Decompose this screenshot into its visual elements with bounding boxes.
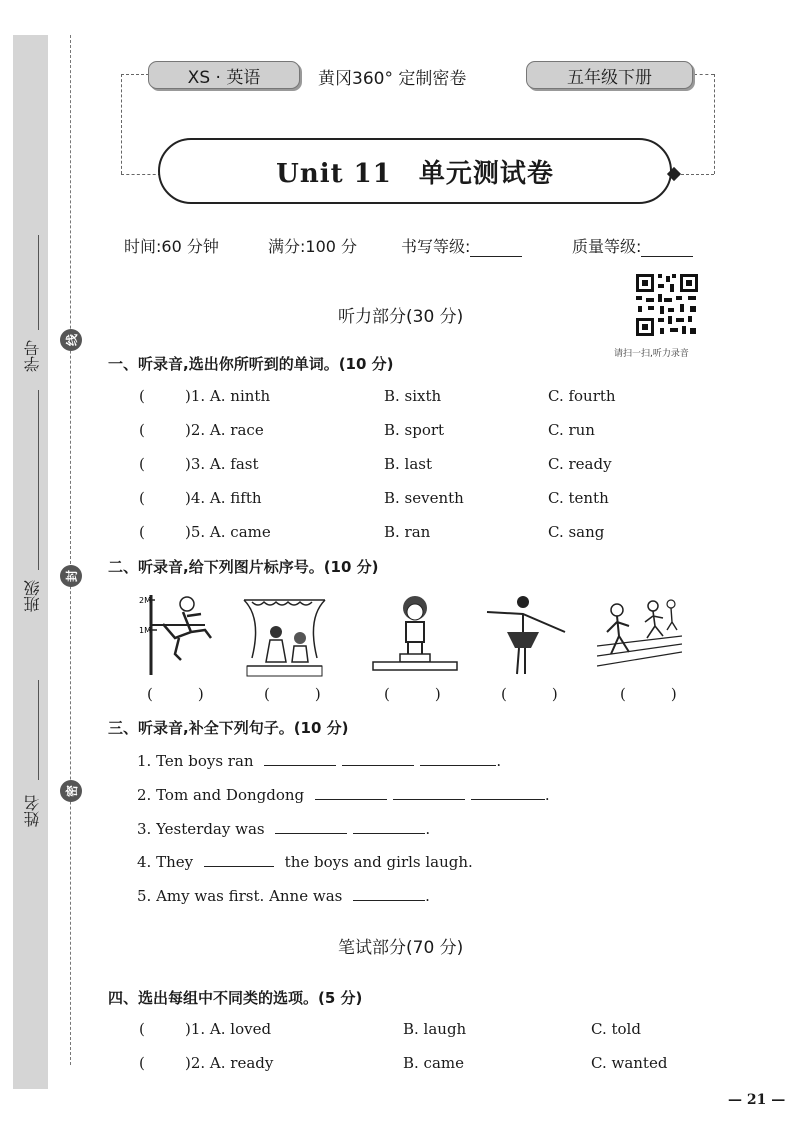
header-dash-right — [694, 74, 714, 75]
option-b: B. last — [384, 455, 433, 473]
header-dash-left — [121, 74, 149, 75]
option-a: )1. A. ninth — [185, 387, 271, 405]
answer-blank[interactable] — [204, 852, 274, 867]
writing-grade-label: 书写等级: — [401, 237, 471, 256]
part1-title: 一、听录音,选出你所听到的单词。(10 分) — [108, 355, 394, 373]
fill-sentence-2 — [137, 785, 550, 804]
sentence-text: 2. Tom and Dongdong — [137, 786, 305, 804]
sentence-text: 1. Ten boys ran — [137, 752, 254, 770]
fill-sentence-4 — [137, 852, 473, 871]
fill-sentence-5 — [137, 886, 430, 905]
seal-line: 线 — [60, 329, 82, 351]
header-dash-right-b — [676, 174, 714, 175]
sentence-text: 3. Yesterday was — [137, 820, 265, 838]
option-a: )4. A. fifth — [185, 489, 262, 507]
answer-blank[interactable] — [275, 819, 347, 834]
full-score-info: 满分:100 分 — [268, 237, 358, 256]
option-b: B. sport — [384, 421, 445, 439]
ballet-dancer-picture — [485, 592, 575, 677]
student-number-blank — [38, 235, 39, 330]
answer-blank[interactable] — [471, 785, 545, 800]
cut-line — [70, 35, 71, 1065]
stage-show-picture — [242, 598, 327, 678]
class-blank — [38, 500, 39, 570]
answer-blank[interactable] — [342, 751, 414, 766]
answer-blank[interactable] — [353, 819, 425, 834]
answer-blank[interactable] — [420, 751, 496, 766]
sentence-text: 4. They — [137, 853, 194, 871]
sentence-end: . — [496, 752, 502, 770]
option-c: C. tenth — [548, 489, 609, 507]
picture-answer-1[interactable]: ( ) — [147, 685, 204, 703]
quality-grade — [572, 234, 693, 257]
option-b: B. ran — [384, 523, 431, 541]
binding-margin — [13, 35, 48, 1089]
answer-blank[interactable] — [353, 886, 425, 901]
picture-answer-5[interactable]: ( ) — [620, 685, 677, 703]
option-b: B. came — [403, 1054, 465, 1072]
seal-seal: 封 — [60, 565, 82, 587]
quality-grade-label: 质量等级: — [572, 237, 642, 256]
option-a: )3. A. fast — [185, 455, 259, 473]
blank-line — [38, 680, 39, 780]
option-c: C. fourth — [548, 387, 616, 405]
writing-grade-blank — [470, 238, 522, 257]
option-c: C. sang — [548, 523, 605, 541]
option-b: B. sixth — [384, 387, 442, 405]
picture-answer-3[interactable]: ( ) — [384, 685, 441, 703]
podium-winner-picture — [370, 592, 460, 672]
writing-grade — [401, 234, 522, 257]
series-title: 黄冈360° 定制密卷 — [318, 69, 467, 89]
time-info: 时间:60 分钟 — [124, 237, 219, 256]
part4-title: 四、选出每组中不同类的选项。(5 分) — [108, 989, 363, 1007]
student-number-label: 学号 — [23, 340, 42, 372]
sentence-text: 5. Amy was first. Anne was — [137, 887, 343, 905]
option-a: )2. A. race — [185, 421, 264, 439]
option-c: C. told — [591, 1020, 641, 1038]
running-race-picture — [597, 596, 682, 671]
option-a: )5. A. came — [185, 523, 271, 541]
bar-label-1m: 1M — [139, 626, 151, 635]
answer-blank[interactable] — [264, 751, 336, 766]
seal-secret: 密 — [60, 780, 82, 802]
sentence-end: . — [425, 820, 431, 838]
class-label: 班级 — [23, 580, 42, 612]
bar-label-2m: 2M — [139, 596, 151, 605]
sentence-text-after: the boys and girls laugh. — [284, 853, 473, 871]
sentence-end: . — [425, 887, 430, 905]
part3-title: 三、听录音,补全下列句子。(10 分) — [108, 719, 349, 737]
title-banner — [158, 138, 672, 204]
option-a: )2. A. ready — [185, 1054, 274, 1072]
picture-answer-4[interactable]: ( ) — [501, 685, 558, 703]
page-number: — 21 — — [728, 1092, 786, 1108]
header-dash-right-v — [714, 74, 715, 174]
name-label: 姓名 — [23, 795, 42, 827]
sentence-end: . — [544, 786, 550, 804]
quality-grade-blank — [641, 238, 693, 257]
option-b: B. seventh — [384, 489, 464, 507]
page-title: Unit 11 单元测试卷 — [276, 158, 554, 189]
option-c: C. ready — [548, 455, 612, 473]
qr-code[interactable] — [634, 272, 700, 338]
fill-sentence-1 — [137, 751, 501, 770]
blank-line — [38, 390, 39, 500]
answer-blank[interactable] — [393, 785, 465, 800]
header-dash-left-v — [121, 74, 122, 174]
writing-section-title: 笔试部分(70 分) — [338, 938, 464, 958]
header-dash-left-b — [121, 174, 161, 175]
qr-caption: 请扫一扫,听力录音 — [614, 349, 689, 359]
subject-badge: XS · 英语 — [148, 61, 300, 89]
fill-sentence-3 — [137, 819, 430, 838]
listening-section-title: 听力部分(30 分) — [338, 307, 464, 327]
option-c: C. wanted — [591, 1054, 668, 1072]
high-jump-picture — [135, 590, 220, 675]
option-b: B. laugh — [403, 1020, 467, 1038]
option-a: )1. A. loved — [185, 1020, 272, 1038]
part2-title: 二、听录音,给下列图片标序号。(10 分) — [108, 558, 379, 576]
option-c: C. run — [548, 421, 595, 439]
picture-answer-2[interactable]: ( ) — [264, 685, 321, 703]
grade-badge: 五年级下册 — [526, 61, 693, 89]
answer-blank[interactable] — [315, 785, 387, 800]
